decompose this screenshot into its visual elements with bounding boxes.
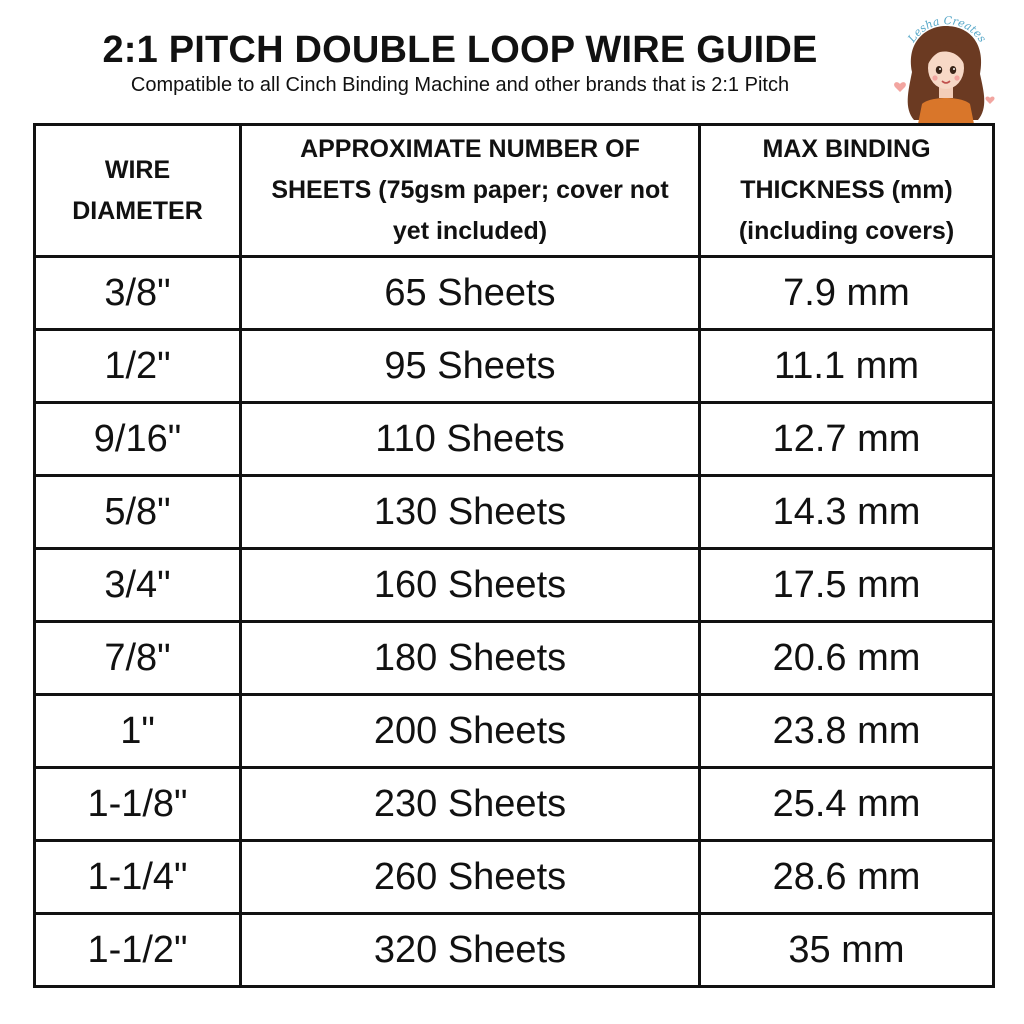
- cell-sheets: 65 Sheets: [241, 257, 700, 330]
- cell-thickness: 20.6 mm: [700, 622, 994, 695]
- cell-sheets: 260 Sheets: [241, 841, 700, 914]
- cell-thickness: 28.6 mm: [700, 841, 994, 914]
- logo-text: Lesha Creates: [905, 14, 989, 45]
- cell-wire-diameter: 9/16": [35, 403, 241, 476]
- cell-sheets: 110 Sheets: [241, 403, 700, 476]
- table-row: [35, 330, 994, 403]
- cell-wire-diameter: 3/4": [35, 549, 241, 622]
- cell-sheets: 160 Sheets: [241, 549, 700, 622]
- cell-wire-diameter: 1-1/4": [35, 841, 241, 914]
- table-row: [35, 257, 994, 330]
- table-row: [35, 841, 994, 914]
- cell-wire-diameter: 1": [35, 695, 241, 768]
- cell-thickness: 14.3 mm: [700, 476, 994, 549]
- table-row: [35, 476, 994, 549]
- cell-wire-diameter: 7/8": [35, 622, 241, 695]
- cell-thickness: 25.4 mm: [700, 768, 994, 841]
- table-row: [35, 914, 994, 987]
- cell-sheets: 130 Sheets: [241, 476, 700, 549]
- cell-sheets: 230 Sheets: [241, 768, 700, 841]
- cell-sheets: 320 Sheets: [241, 914, 700, 987]
- column-header-number-of-sheets: APPROXIMATE NUMBER OF SHEETS (75gsm paper; cover not yet included): [241, 125, 700, 257]
- cell-wire-diameter: 3/8": [35, 257, 241, 330]
- table-row: [35, 695, 994, 768]
- table-header-row: [35, 125, 994, 257]
- cell-thickness: 12.7 mm: [700, 403, 994, 476]
- cell-sheets: 200 Sheets: [241, 695, 700, 768]
- table-row: [35, 622, 994, 695]
- cell-thickness: 17.5 mm: [700, 549, 994, 622]
- cell-thickness: 11.1 mm: [700, 330, 994, 403]
- brand-logo: [892, 12, 1000, 124]
- page-title: 2:1 PITCH DOUBLE LOOP WIRE GUIDE: [102, 29, 818, 71]
- cell-thickness: 35 mm: [700, 914, 994, 987]
- column-header-max-thickness: MAX BINDING THICKNESS (mm) (including covers): [700, 125, 994, 257]
- cell-wire-diameter: 1/2": [35, 330, 241, 403]
- cell-wire-diameter: 5/8": [35, 476, 241, 549]
- wire-guide-table: [33, 123, 995, 988]
- cell-thickness: 23.8 mm: [700, 695, 994, 768]
- cell-wire-diameter: 1-1/8": [35, 768, 241, 841]
- cell-thickness: 7.9 mm: [700, 257, 994, 330]
- table-row: [35, 768, 994, 841]
- page-subtitle: Compatible to all Cinch Binding Machine and other brands that is 2:1 Pitch: [130, 74, 790, 96]
- table-row: [35, 549, 994, 622]
- cell-wire-diameter: 1-1/2": [35, 914, 241, 987]
- table-row: [35, 403, 994, 476]
- cell-sheets: 95 Sheets: [241, 330, 700, 403]
- column-header-wire-diameter: WIRE DIAMETER: [35, 125, 241, 257]
- cell-sheets: 180 Sheets: [241, 622, 700, 695]
